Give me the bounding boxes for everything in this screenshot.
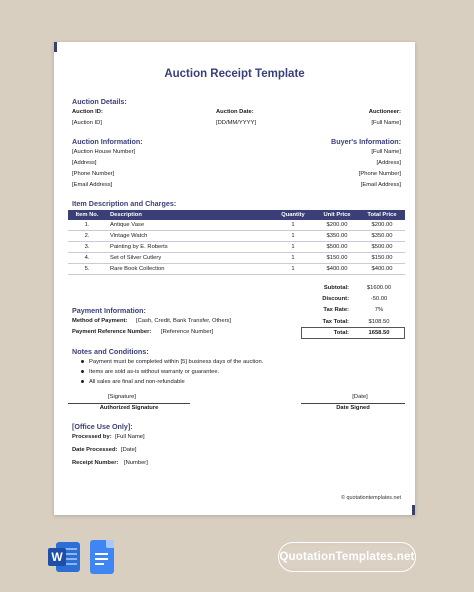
item-quantity: 1 <box>291 244 295 250</box>
tax-total-row <box>301 316 405 327</box>
microsoft-word-icon <box>48 540 80 574</box>
date-line <box>301 403 405 404</box>
auction-date-value: [DD/MM/YYYY] <box>216 120 256 126</box>
table-row <box>68 231 405 242</box>
tax-rate-row <box>301 304 405 315</box>
item-description: Set of Silver Cutlery <box>110 255 162 261</box>
item-unit-price: $400.00 <box>326 266 348 272</box>
item-unit-price: $500.00 <box>326 244 348 250</box>
auction-details-heading: Auction Details: <box>72 97 127 106</box>
note-text: All sales are final and non-refundable <box>89 379 185 385</box>
auction-date-label: Auction Date: <box>216 109 254 115</box>
items-heading: Item Description and Charges: <box>72 199 177 208</box>
receipt-document <box>54 42 415 515</box>
document-title: Auction Receipt Template <box>164 68 305 80</box>
column-header: Description <box>110 212 142 218</box>
date-processed-value: [Date] <box>121 447 137 453</box>
corner-mark <box>54 42 57 52</box>
discount-value: -50.00 <box>370 295 388 302</box>
item-number: 2. <box>84 233 90 239</box>
item-quantity: 1 <box>291 255 295 261</box>
column-header: Quantity <box>281 212 305 218</box>
tax-total-value: $108.50 <box>368 318 390 325</box>
tax-rate-label: Tax Rate: <box>323 306 349 313</box>
table-row <box>68 253 405 264</box>
auction-info-line: [Phone Number] <box>72 171 115 177</box>
buyer-info-line: [Address] <box>376 160 401 166</box>
item-total-price: $350.00 <box>371 233 393 239</box>
processed-by-label: Processed by: <box>72 434 112 440</box>
table-row <box>68 264 405 275</box>
google-docs-icon <box>90 540 114 574</box>
payment-reference-label: Payment Reference Number: <box>72 329 152 335</box>
column-header: Unit Price <box>323 212 351 218</box>
auctioneer-label: Auctioneer: <box>368 109 401 115</box>
item-number: 3. <box>84 244 90 250</box>
item-unit-price: $200.00 <box>326 222 348 228</box>
office-heading: [Office Use Only]: <box>72 422 133 431</box>
buyer-info-heading: Buyer's Information: <box>331 137 401 146</box>
auction-info-line: [Auction House Number] <box>72 149 136 155</box>
processed-by-value: [Full Name] <box>115 434 145 440</box>
notes-heading: Notes and Conditions: <box>72 347 149 356</box>
note-item <box>81 359 263 365</box>
signature-label: Authorized Signature <box>99 405 159 411</box>
auction-info-heading: Auction Information: <box>72 137 143 146</box>
auctioneer-value: [Full Name] <box>371 120 401 126</box>
auction-info-line: [Address] <box>72 160 97 166</box>
subtotal-row <box>301 282 405 293</box>
date-signed-label: Date Signed <box>336 405 370 411</box>
subtotal-label: Subtotal: <box>323 284 349 291</box>
item-unit-price: $150.00 <box>326 255 348 261</box>
table-header <box>68 210 405 220</box>
column-header: Total Price <box>367 212 397 218</box>
item-description: Painting by E. Roberts <box>110 244 168 250</box>
discount-label: Discount: <box>322 295 349 302</box>
word-letter: W <box>48 548 66 566</box>
item-number: 1. <box>84 222 90 228</box>
app-icons <box>48 540 114 574</box>
signature-placeholder: [Signature] <box>107 394 137 400</box>
signature-line <box>68 403 190 404</box>
tax-total-label: Tax Total: <box>322 318 349 325</box>
item-number: 5. <box>84 266 90 272</box>
tax-rate-value: 7% <box>374 306 384 313</box>
buyer-info-line: [Phone Number] <box>358 171 401 177</box>
brand-badge <box>278 542 416 572</box>
corner-mark <box>412 505 415 515</box>
item-total-price: $500.00 <box>371 244 393 250</box>
item-description: Rare Book Collection <box>110 266 165 272</box>
buyer-info-line: [Email Address] <box>360 182 401 188</box>
total-row <box>301 328 405 339</box>
subtotal-value: $1600.00 <box>366 284 392 291</box>
copyright-text: © quotationtemplates.net <box>340 495 401 501</box>
item-quantity: 1 <box>291 233 295 239</box>
item-quantity: 1 <box>291 222 295 228</box>
note-item <box>81 379 185 385</box>
item-unit-price: $350.00 <box>326 233 348 239</box>
table-row <box>68 242 405 253</box>
auction-id-label: Auction ID: <box>72 109 103 115</box>
receipt-number-value: [Number] <box>124 460 148 466</box>
receipt-number-label: Receipt Number: <box>72 460 119 466</box>
auction-info-line: [Email Address] <box>72 182 113 188</box>
brand-badge-text: QuotationTemplates.net <box>279 551 415 563</box>
item-description: Vintage Watch <box>110 233 148 239</box>
bullet-icon <box>81 380 84 383</box>
bullet-icon <box>81 370 84 373</box>
payment-method-value: [Cash, Credit, Bank Transfer, Others] <box>136 318 232 324</box>
item-total-price: $200.00 <box>371 222 393 228</box>
items-table <box>68 210 405 275</box>
discount-row <box>301 293 405 304</box>
item-number: 4. <box>84 255 90 261</box>
table-row <box>68 220 405 231</box>
buyer-info-line: [Full Name] <box>371 149 401 155</box>
date-processed-label: Date Processed: <box>72 447 118 453</box>
date-placeholder: [Date] <box>352 394 368 400</box>
note-item <box>81 369 219 375</box>
note-text: Payment must be completed within [5] business days of the auction. <box>89 359 264 365</box>
item-description: Antique Vase <box>110 222 145 228</box>
payment-method-label: Method of Payment: <box>72 318 128 324</box>
payment-heading: Payment Information: <box>72 306 146 315</box>
item-total-price: $400.00 <box>371 266 393 272</box>
auction-id-value: [Auction ID] <box>72 120 102 126</box>
bullet-icon <box>81 360 84 363</box>
column-header: Item No. <box>75 212 99 218</box>
total-label: Total: <box>333 330 349 336</box>
item-quantity: 1 <box>291 266 295 272</box>
total-value: 1658.50 <box>368 330 390 336</box>
item-total-price: $150.00 <box>371 255 393 261</box>
payment-reference-value: [Reference Number] <box>161 329 214 335</box>
note-text: Items are sold as-is without warranty or guarantee. <box>89 369 220 375</box>
